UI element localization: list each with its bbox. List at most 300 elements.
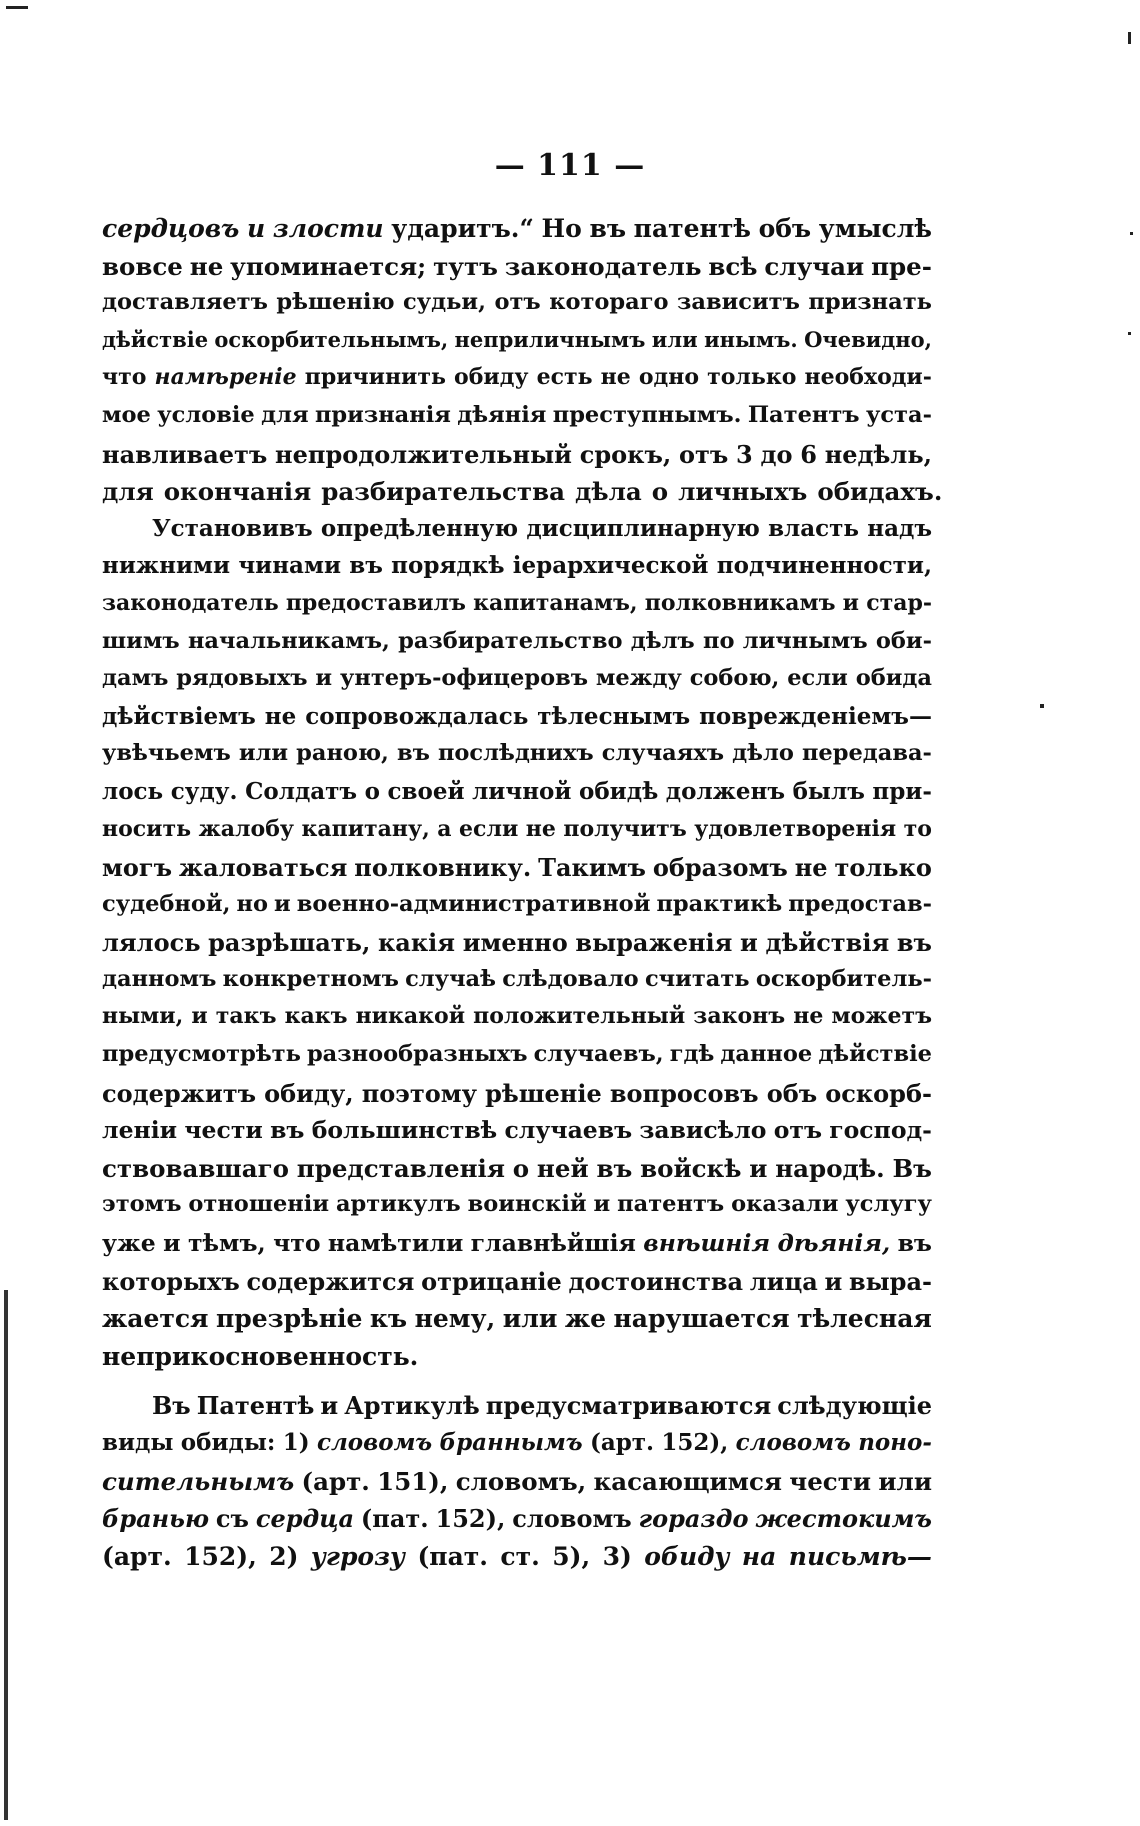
italic-word: сердца [255, 1504, 355, 1534]
word: ударитъ.“ [391, 214, 534, 243]
word: полковникамъ [644, 589, 836, 616]
word: подчиненности, [716, 552, 932, 580]
word: въ [897, 1229, 932, 1258]
word: передава- [801, 740, 932, 767]
word: нему, [414, 1304, 496, 1334]
word: котораго [549, 289, 669, 316]
word: удовлетворенія [694, 815, 897, 842]
word: причинить [304, 364, 446, 391]
word: порядкѣ [391, 552, 505, 580]
word: носить [102, 815, 192, 842]
word: судебной, [102, 890, 231, 917]
text-line [102, 477, 943, 515]
word: словомъ, [455, 1466, 587, 1496]
word: личныхъ [678, 477, 808, 507]
word: объ [766, 1078, 818, 1108]
word: положительный [473, 1003, 686, 1030]
word: оказали [731, 1191, 839, 1218]
word: что [102, 364, 147, 391]
word: разрѣшать, [208, 928, 371, 958]
word: своей [387, 777, 465, 805]
word: съ [215, 1504, 249, 1534]
word: между [595, 665, 682, 692]
word: и [593, 1191, 611, 1218]
word: въ [896, 928, 932, 958]
page-number: — 111 — [494, 148, 646, 183]
word: дѣйствіе [102, 326, 209, 352]
word: полковнику. [354, 853, 532, 883]
word: содержится [246, 1266, 415, 1296]
word: упоминается; [230, 251, 427, 281]
word: капитанамъ, [473, 589, 638, 616]
word: одно [638, 364, 699, 391]
word: вовсе [102, 251, 183, 281]
word: и [842, 589, 859, 616]
word: не [525, 815, 556, 842]
word: патентъ [617, 1191, 725, 1218]
word: слѣдовало [502, 965, 639, 992]
word: обида [855, 665, 932, 692]
word: судьи, [403, 289, 486, 316]
word: словомъ [512, 1504, 632, 1534]
text-line [102, 327, 932, 365]
word: случаяхъ [601, 740, 725, 767]
word: увѣчьемъ [102, 740, 231, 767]
word: чести [184, 1116, 263, 1145]
word: отъ [494, 289, 541, 316]
text-line [102, 1079, 932, 1117]
word: суду. [170, 777, 238, 805]
word: 152), [661, 1429, 729, 1456]
word: (арт. [301, 1466, 370, 1496]
italic-word: и [246, 214, 266, 243]
text-line [102, 1342, 932, 1380]
page-edge-shadow [4, 1290, 8, 1820]
word: слѣдующіе [777, 1391, 932, 1421]
word: отрицаніе [421, 1266, 562, 1296]
word: получитъ [563, 815, 687, 842]
word: въ [596, 1153, 633, 1183]
word: обиду, [264, 1078, 354, 1108]
word: дѣло [732, 740, 794, 767]
word: дѣлъ [630, 627, 695, 654]
word: уста- [865, 401, 932, 428]
word: и [824, 1266, 843, 1296]
word: всѣ [708, 251, 758, 281]
word: (пат. [417, 1541, 488, 1571]
text-line [102, 515, 932, 553]
word: содержитъ [102, 1078, 256, 1108]
word: поврежденіемъ— [699, 702, 932, 730]
word: чинами [238, 552, 341, 580]
word: виды [102, 1429, 174, 1456]
italic-word: браннымъ [439, 1429, 583, 1456]
word: никакой [355, 1003, 466, 1030]
text-line [102, 1154, 932, 1192]
word: тѣлесная [797, 1304, 932, 1334]
word: срокъ, [579, 439, 672, 469]
word: большинствѣ [311, 1116, 498, 1145]
word: жается [102, 1304, 209, 1334]
text-line [102, 289, 932, 327]
word: обиду [454, 364, 529, 391]
word: въ [270, 1116, 305, 1145]
word: народѣ. [775, 1153, 885, 1183]
word: такъ [215, 1003, 277, 1030]
word: инымъ. [704, 326, 798, 352]
word: къ [369, 1304, 408, 1334]
scan-speck [1130, 232, 1133, 235]
word: оскорб- [825, 1078, 932, 1108]
italic-word: гораздо [638, 1504, 749, 1534]
word: дисциплинарную [526, 514, 760, 542]
word: гдѣ [669, 1041, 715, 1068]
word: господ- [829, 1116, 932, 1145]
word: 5), [552, 1541, 591, 1571]
word: предоставилъ [285, 589, 466, 616]
word: или [238, 740, 289, 767]
word: въ [589, 214, 627, 243]
word: раною, [296, 740, 389, 767]
word: могъ [102, 853, 172, 883]
word: если [459, 815, 519, 842]
word: практикѣ [656, 890, 783, 917]
word: уже [102, 1229, 156, 1258]
word: предусматриваются [485, 1391, 772, 1421]
word: какія [377, 928, 456, 958]
scan-speck [1128, 332, 1131, 335]
word: только [834, 853, 932, 883]
text-line [102, 1391, 932, 1429]
text-line [102, 1304, 932, 1342]
word: въ [396, 740, 430, 767]
word: касающимся [593, 1466, 782, 1496]
italic-word: намѣреніе [154, 364, 297, 391]
word: Очевидно, [804, 326, 932, 352]
word: то [903, 815, 932, 842]
word: дѣла [575, 477, 642, 507]
word: Въ [892, 1153, 932, 1183]
word: обидахъ. [817, 477, 943, 507]
word: конкретномъ [222, 965, 399, 992]
word: (арт. [102, 1541, 172, 1571]
word: обидѣ [579, 777, 659, 805]
scan-speck [1040, 704, 1044, 708]
italic-word: злости [272, 214, 384, 243]
text-line [102, 703, 932, 741]
word: патентѣ [633, 214, 751, 243]
text-line [102, 853, 932, 891]
word: что [273, 1229, 321, 1258]
word: сопровождалась [305, 702, 529, 730]
word: лялось [102, 928, 201, 958]
word: артикулъ [335, 1191, 461, 1218]
word: образомъ [652, 853, 788, 883]
word: мое [102, 401, 151, 428]
italic-word: словомъ [316, 1429, 433, 1456]
text-line [102, 1041, 932, 1079]
italic-word: письмѣ— [788, 1541, 932, 1571]
word: признать [808, 289, 932, 316]
word: оскорбительнымъ, [214, 326, 449, 352]
word: не [189, 251, 224, 281]
word: унтеръ-офицеровъ [339, 665, 588, 692]
word: или [502, 1304, 558, 1334]
word: можетъ [831, 1003, 932, 1030]
word: по [702, 627, 735, 654]
text-line [102, 440, 932, 478]
word: вопросовъ [609, 1078, 759, 1108]
italic-word: на [741, 1541, 777, 1571]
text-line [102, 966, 932, 1004]
word: шимъ [102, 627, 180, 654]
word: которыхъ [102, 1266, 240, 1296]
word: для [102, 477, 154, 507]
word: главнѣйшія [470, 1229, 636, 1258]
italic-word: словомъ [735, 1429, 851, 1456]
word: оскорбитель- [755, 965, 932, 992]
word: намѣтили [327, 1229, 464, 1258]
word: войскѣ [640, 1153, 742, 1183]
word: 152), [435, 1504, 506, 1534]
word: ст. [500, 1541, 540, 1571]
word: представленія [296, 1153, 505, 1183]
word: долженъ [665, 777, 786, 805]
word: для [261, 401, 309, 428]
word: разбирательства [321, 477, 566, 507]
word: Такимъ [538, 853, 646, 883]
word: же [564, 1304, 607, 1334]
word: достоинства [568, 1266, 744, 1296]
word: Солдатъ [245, 777, 358, 805]
word: если [787, 665, 848, 692]
word: въ [349, 552, 383, 580]
word: 152), [184, 1541, 257, 1571]
word: законодатель [102, 589, 279, 616]
word: чести [789, 1466, 872, 1496]
word: нарушается [613, 1304, 790, 1334]
word: капитану, [301, 815, 430, 842]
word: отношеніи [188, 1191, 330, 1218]
italic-word: угрозу [310, 1541, 406, 1571]
word: военно-административной [296, 890, 651, 917]
word: есть [536, 364, 593, 391]
word: лось [102, 777, 164, 805]
word: тѣлеснымъ [537, 702, 691, 730]
word: недѣль, [824, 439, 932, 469]
word: отъ [773, 1116, 822, 1145]
word: Въ [152, 1391, 191, 1421]
word: обиды: [180, 1429, 276, 1456]
text-line [102, 1504, 932, 1542]
word: стар- [866, 589, 932, 616]
text-line [102, 1003, 932, 1041]
word: и [740, 928, 758, 958]
text-line [102, 628, 932, 666]
text-line [102, 928, 932, 966]
word: (арт. [589, 1429, 655, 1456]
word: и [191, 1003, 208, 1030]
text-line [102, 364, 932, 402]
word: 6 [800, 439, 817, 469]
word: 1) [282, 1429, 310, 1456]
word: услугу [845, 1191, 932, 1218]
word: и [320, 1391, 339, 1421]
word: Но [541, 214, 582, 243]
word: до [760, 439, 793, 469]
word: зависитъ [677, 289, 800, 316]
word: дѣйствіемъ [102, 702, 256, 730]
word: начальникамъ, [187, 627, 390, 654]
word: ствовавшаго [102, 1153, 289, 1183]
word: ными, [102, 1003, 184, 1030]
word: дѣянія [457, 401, 547, 428]
text-line [102, 552, 932, 590]
word: леніи [102, 1116, 178, 1145]
word: отъ [678, 439, 729, 469]
word: Установивъ [152, 514, 313, 542]
word: случаи [764, 251, 865, 281]
word: іерархической [512, 552, 709, 580]
word: тутъ [433, 251, 498, 281]
word: зависѣло [639, 1116, 767, 1145]
word: выраженія [575, 928, 733, 958]
word: личнымъ [742, 627, 868, 654]
word: но [236, 890, 268, 917]
word: объ [758, 214, 812, 243]
word: предусмотрѣть [102, 1041, 301, 1068]
word: и [315, 665, 333, 692]
word: условіе [157, 401, 255, 428]
word: пре- [871, 251, 932, 281]
word: именно [462, 928, 568, 958]
scan-speck [1128, 32, 1131, 44]
word: и [163, 1229, 181, 1258]
word: преступнымъ. [552, 401, 742, 428]
italic-word: внѣшнія [643, 1229, 771, 1258]
word: выра- [848, 1266, 932, 1296]
word: предостав- [788, 890, 932, 917]
word: ней [536, 1153, 589, 1183]
text-line [102, 1467, 932, 1505]
text-line [102, 891, 932, 929]
word: поэтому [361, 1078, 477, 1108]
word: дѣйствіе [818, 1041, 932, 1068]
word: не [794, 853, 828, 883]
word: о [512, 1153, 530, 1183]
word: тѣмъ, [187, 1229, 266, 1258]
text-line [102, 402, 932, 440]
word: 151), [377, 1466, 449, 1496]
word: презрѣніе [216, 1304, 363, 1334]
word: личной [472, 777, 572, 805]
word: оби- [875, 627, 932, 654]
word: опредѣленную [320, 514, 519, 542]
word: собою, [689, 665, 780, 692]
word: навливаетъ [102, 439, 268, 469]
word: рядовыхъ [176, 665, 308, 692]
text-line [102, 740, 932, 778]
word: доставляетъ [102, 289, 268, 316]
word: непродолжительный [275, 439, 572, 469]
text-line [102, 816, 932, 854]
word: нижними [102, 552, 231, 580]
word: (пат. [360, 1504, 429, 1534]
italic-word: сительнымъ [102, 1466, 295, 1496]
body-text [102, 214, 943, 1579]
word: власть [768, 514, 860, 542]
word: неприличнымъ [454, 326, 646, 352]
text-line [102, 214, 932, 252]
word: данное [720, 1041, 813, 1068]
scan-speck [6, 6, 28, 9]
italic-word: обиду [644, 1541, 730, 1571]
text-line [102, 590, 932, 628]
word: не [793, 1003, 824, 1030]
word: жаловаться [178, 853, 348, 883]
word: о [364, 777, 380, 805]
word: случаевъ, [533, 1041, 664, 1068]
text-line [102, 1191, 932, 1229]
word: законодатель [504, 251, 702, 281]
word: неприкосновенность. [102, 1341, 419, 1371]
word: не [600, 364, 631, 391]
word: и [274, 890, 291, 917]
word: лица [749, 1266, 818, 1296]
word: и [749, 1153, 768, 1183]
word: разнообразныхъ [306, 1041, 528, 1068]
word: о [651, 477, 669, 507]
word: 3 [736, 439, 753, 469]
italic-word: сердцовъ [102, 214, 240, 243]
word: 3) [602, 1541, 632, 1571]
word: рѣшенію [276, 289, 395, 316]
italic-word: поно- [858, 1429, 932, 1456]
word: случаевъ [504, 1116, 633, 1145]
italic-word: жестокимъ [755, 1504, 932, 1534]
word: Патентъ [747, 401, 860, 428]
word: при- [872, 777, 932, 805]
word: разбирательство [398, 627, 623, 654]
italic-word: бранью [102, 1504, 210, 1534]
word: какъ [284, 1003, 348, 1030]
text-line [102, 1116, 932, 1154]
text-line [102, 1267, 932, 1305]
text-line [102, 778, 932, 816]
word: дамъ [102, 665, 169, 692]
word: или [651, 326, 698, 352]
word: послѣднихъ [437, 740, 594, 767]
text-line [102, 1229, 932, 1267]
word: законъ [693, 1003, 786, 1030]
word: дѣйствія [765, 928, 890, 958]
word: а [437, 815, 452, 842]
word: рѣшеніе [485, 1078, 602, 1108]
word: умыслѣ [818, 214, 932, 243]
word: окончанія [163, 477, 312, 507]
word: не [264, 702, 297, 730]
word: былъ [792, 777, 865, 805]
word: только [707, 364, 797, 391]
word: жалобу [198, 815, 294, 842]
italic-word: дѣянія, [777, 1229, 891, 1258]
word: необходи- [804, 364, 932, 391]
text-line [102, 252, 932, 290]
word: этомъ [102, 1191, 182, 1218]
text-line [102, 1542, 932, 1580]
text-line [102, 1429, 932, 1467]
word: данномъ [102, 965, 217, 992]
